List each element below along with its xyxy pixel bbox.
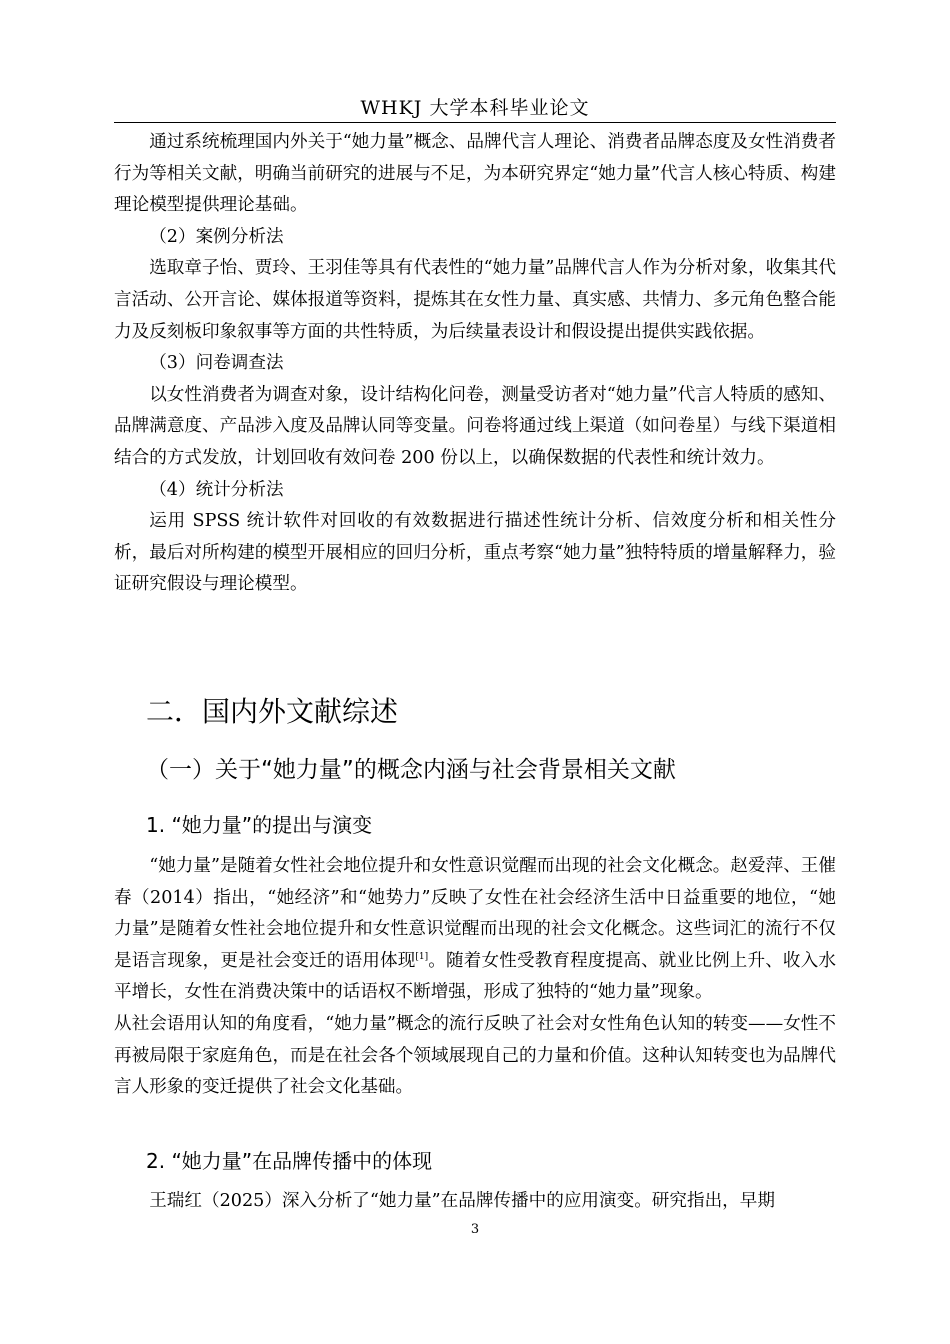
method-2-body: 选取章子怡、贾玲、王羽佳等具有代表性的“她力量”品牌代言人作为分析对象，收集其代言活动、公开言论、媒体报道等资料，提炼其在女性力量、真实感、共情力、多元角色整合能力及反刻板印象叙事等方面的共性特质，为后续量表设计和假设提出提供实践依据。 [114,258,836,342]
method-4-body: 运用 SPSS 统计软件对回收的有效数据进行描述性统计分析、信效度分析和相关性分析，最后对所构建的模型开展相应的回归分析，重点考察“她力量”独特特质的增量解释力，验证研究假设与理论模型。 [114,511,836,595]
method-4-title: （4）统计分析法 [149,479,284,500]
section-heading: （一）关于“她力量”的概念内涵与社会背景相关文献 [146,757,676,783]
method-2-title: （2）案例分析法 [149,226,284,247]
method-3-body: 以女性消费者为调查对象，设计结构化问卷，测量受访者对“她力量”代言人特质的感知、品牌满意度、产品涉入度及品牌认同等变量。问卷将通过线上渠道（如问卷星）与线下渠道相结合的方式发放，计划回收有效问卷 200 份以上，以确保数据的代表性和统计效力。 [114,384,836,468]
section-research-methods [114,127,836,601]
method-3-title: （3）问卷调查法 [149,353,284,374]
chapter-heading: 二．国内外文献综述 [146,695,399,728]
subsection-1-body [114,851,836,1104]
header-rule [114,122,836,123]
subsection-heading-2: 2. “她力量”在品牌传播中的体现 [146,1149,433,1173]
subsection-2-body [114,1186,836,1218]
page-header: WHKJ 大学本科毕业论文 [360,97,590,119]
subsection-heading-1: 1. “她力量”的提出与演变 [146,813,373,837]
paragraph-concept: “她力量”是随着女性社会地位提升和女性意识觉醒而出现的社会文化概念。赵爱萍、王催春（2014）指出，“她经济”和“她势力”反映了女性在社会经济生活中日益重要的地位，“她力量”是随着女性社会地位提升和女性意识觉醒而出现的社会文化概念。这些词汇的流行不仅是语言现象，更是社会变迁的语用体现[1]。随着女性受教育程度提高、就业比例上升、收入水平增长，女性在消费决策中的话语权不断增强，形成了独特的“她力量”现象。 [114,856,836,1003]
citation-ref: [1] [415,951,429,962]
paragraph-social-cognition: 从社会语用认知的角度看，“她力量”概念的流行反映了社会对女性角色认知的转变——女性不再被局限于家庭角色，而是在社会各个领域展现自己的力量和价值。这种认知转变也为品牌代言人形象的变迁提供了社会文化基础。 [114,1013,836,1098]
page-number: 3 [470,1222,480,1237]
paragraph-literature-method: 通过系统梳理国内外关于“她力量”概念、品牌代言人理论、消费者品牌态度及女性消费者行为等相关文献，明确当前研究的进展与不足，为本研究界定“她力量”代言人核心特质、构建理论模型提供理论基础。 [114,132,836,216]
paragraph-brand-communication: 王瑞红（2025）深入分析了“她力量”在品牌传播中的应用演变。研究指出，早期 [149,1191,775,1211]
